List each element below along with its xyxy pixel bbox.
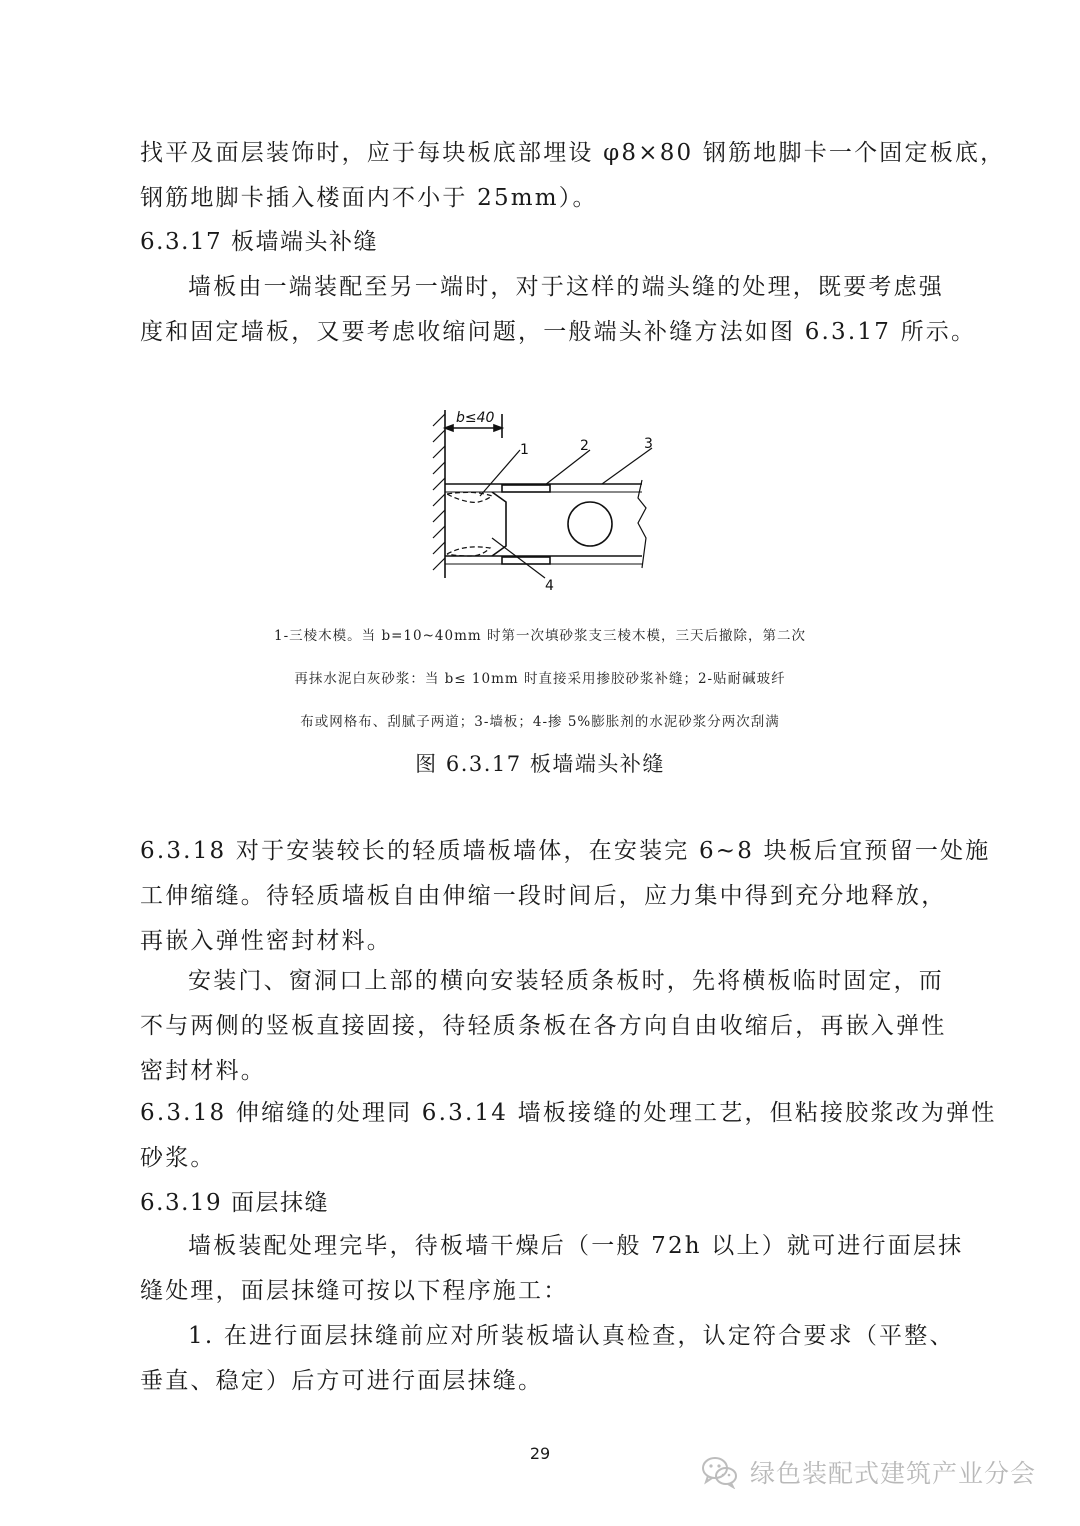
paragraph-line: 密封材料。: [140, 1058, 266, 1084]
paragraph-line: 安装门、窗洞口上部的横向安装轻质条板时，先将横板临时固定，而: [188, 968, 944, 994]
figure-caption-line: 布或网格布、刮腻子两道；3-墙板；4-掺 5%膨胀剂的水泥砂浆分两次刮满: [300, 714, 780, 730]
mesh-strip-top: [502, 485, 550, 492]
triangular-mold-bottom: [447, 547, 490, 556]
wall-hatch: [433, 414, 445, 570]
callout-3: 3: [644, 436, 653, 452]
callout-1: 1: [520, 442, 529, 458]
paragraph-line: 度和固定墙板，又要考虑收缩问题，一般端头补缝方法如图 6.3.17 所示。: [140, 319, 977, 345]
paragraph-line: 不与两侧的竖板直接固接，待轻质条板在各方向自由收缩后，再嵌入弹性: [140, 1013, 947, 1039]
paragraph-line: 缝处理，面层抹缝可按以下程序施工：: [140, 1278, 569, 1304]
paragraph-line: 垂直、稳定）后方可进行面层抹缝。: [140, 1368, 544, 1394]
paragraph-line: 1. 在进行面层抹缝前应对所装板墙认真检查，认定符合要求（平整、: [188, 1323, 955, 1349]
paragraph-line: 再嵌入弹性密封材料。: [140, 928, 392, 954]
wechat-icon: [700, 1455, 740, 1489]
paragraph-line: 墙板由一端装配至另一端时，对于这样的端头缝的处理，既要考虑强: [188, 274, 944, 300]
figure-title: 图 6.3.17 板墙端头补缝: [415, 752, 665, 776]
paragraph-line: 钢筋地脚卡插入楼面内不小于 25mm）。: [140, 185, 598, 211]
paragraph-line: 砂浆。: [140, 1145, 216, 1171]
section-heading-6-3-19: 6.3.19 面层抹缝: [140, 1190, 329, 1216]
break-line: [638, 480, 646, 568]
section-heading-6-3-17: 6.3.17 板墙端头补缝: [140, 229, 378, 255]
hollow-core-circle: [568, 502, 612, 546]
triangular-mold-top: [447, 492, 492, 502]
paragraph-line: 找平及面层装饰时，应于每块板底部埋设 φ8×80 钢筋地脚卡一个固定板底，: [140, 140, 1006, 166]
figure-caption-line: 1-三棱木模。当 b=10~40mm 时第一次填砂浆支三棱木模，三天后撤除，第二次: [274, 628, 806, 644]
figure-caption-line: 再抹水泥白灰砂浆：当 b≤ 10mm 时直接采用掺胶砂浆补缝；2-贴耐碱玻纤: [294, 671, 786, 687]
figure-panel-end-joint-diagram: [420, 398, 660, 598]
page-number: 29: [529, 1444, 551, 1463]
paragraph-line: 墙板装配处理完毕，待板墙干燥后（一般 72h 以上）就可进行面层抹: [188, 1233, 964, 1259]
paragraph-line: 6.3.18 伸缩缝的处理同 6.3.14 墙板接缝的处理工艺，但粘接胶浆改为弹性: [140, 1100, 997, 1126]
paragraph-line: 工伸缩缝。待轻质墙板自由伸缩一段时间后，应力集中得到充分地释放，: [140, 883, 947, 909]
paragraph-line: 6.3.18 对于安装较长的轻质墙板墙体，在安装完 6~8 块板后宜预留一处施: [140, 838, 991, 864]
callout-2: 2: [580, 438, 589, 454]
watermark-text: 绿色装配式建筑产业分会: [750, 1459, 1037, 1488]
watermark: [700, 1450, 1060, 1494]
callout-4: 4: [545, 578, 554, 594]
dimension-label: b≤40: [456, 410, 495, 426]
